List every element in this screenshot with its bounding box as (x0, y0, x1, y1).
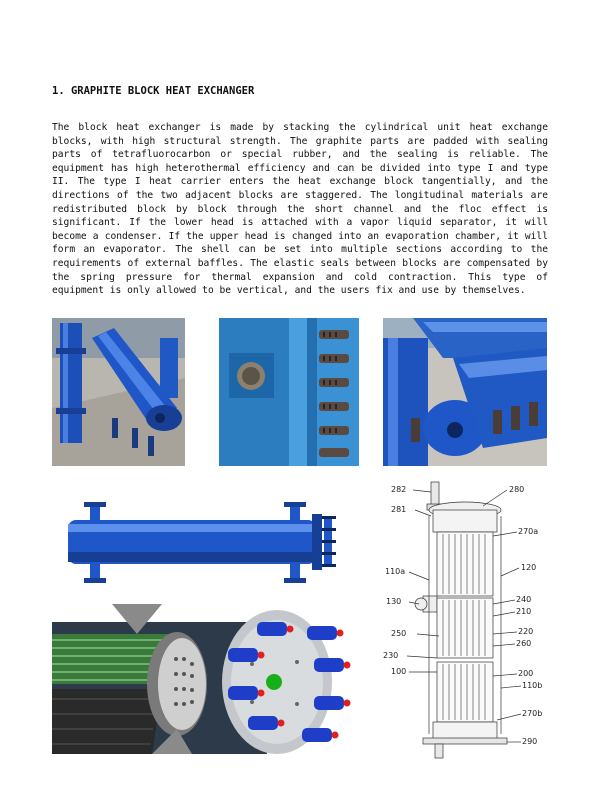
label-281: 281 (391, 505, 407, 514)
photo-horizontal-exchangers (383, 318, 547, 466)
photo-horizontal-exchanger-white-bg (60, 498, 340, 586)
label-260: 260 (516, 639, 532, 648)
label-282: 282 (391, 485, 407, 494)
label-110a: 110a (385, 567, 406, 576)
label-210: 210 (516, 607, 532, 616)
photo-flange-closeup (219, 318, 359, 466)
photo-blue-exchangers-floor (52, 318, 185, 466)
label-220: 220 (518, 627, 534, 636)
label-280: 280 (509, 485, 525, 494)
label-100: 100 (391, 667, 407, 676)
label-230: 230 (383, 651, 399, 660)
label-110b: 110b (522, 681, 543, 690)
label-270b: 270b (522, 709, 543, 718)
label-270a: 270a (518, 527, 539, 536)
section-heading: 1. GRAPHITE BLOCK HEAT EXCHANGER (52, 85, 255, 97)
label-290: 290 (522, 737, 538, 746)
description-paragraph: The block heat exchanger is made by stacking the cylindrical unit heat exchange blocks, with high structural strength. The graphite parts are padded with sealing parts of tetrafluorocarbon or special rubber, and the sealing is reliable. The equipment has high heterothermal efficiency and can be divided into type I and type II. The type I heat carrier enters the heat exchange block tangentially, and the directions of the two adjacent blocks are staggered. The longitudinal materials are redistributed block by block through the short channel and the floc effect is significant. If the lower head is attached with a vapor liquid separator, it will become a condenser. If the upper head is changed into an evaporation chamber, it will form an evaporator. The shell can be set into multiple sections according to the requirements of external baffles. The elastic seals between blocks are compensated by the spring pressure for thermal expansion and cold contraction. This type of equipment is only allowed to be vertical, and the users fix and use by themselves. (52, 122, 548, 297)
label-250: 250 (391, 629, 407, 638)
technical-drawing (383, 476, 547, 766)
label-120: 120 (521, 563, 537, 572)
render-cutaway-interior (52, 604, 359, 764)
label-200: 200 (518, 669, 534, 678)
label-240: 240 (516, 595, 532, 604)
label-130: 130 (386, 597, 402, 606)
